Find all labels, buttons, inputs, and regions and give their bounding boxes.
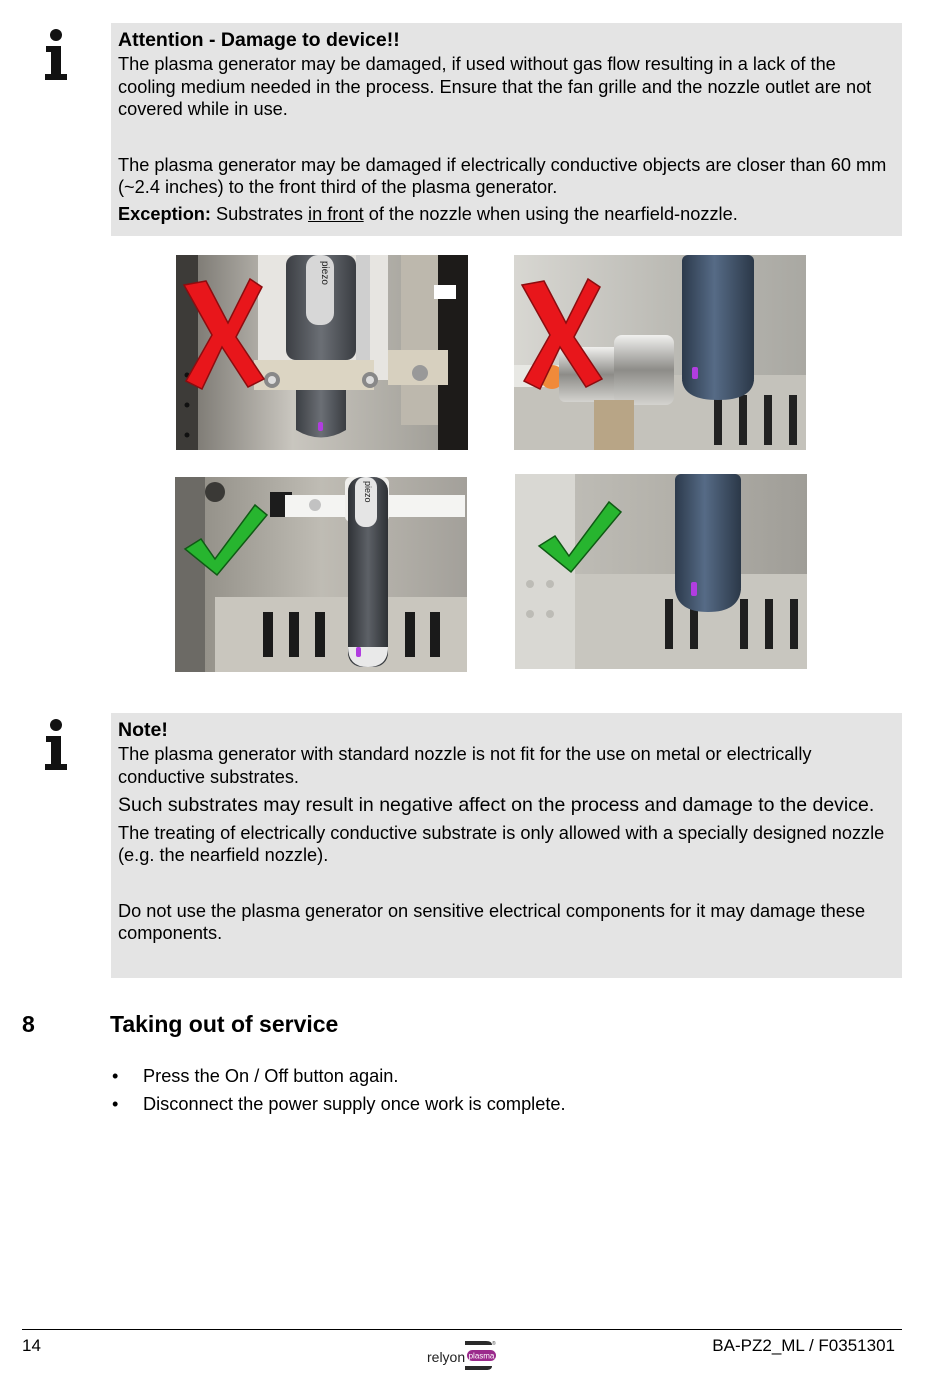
exception-text-pre: Substrates xyxy=(210,203,309,224)
list-item: • Disconnect the power supply once work is complete. xyxy=(112,1093,566,1114)
footer-divider xyxy=(22,1329,902,1330)
photo-wrong-metal-holder xyxy=(176,255,468,450)
section-title: Taking out of service xyxy=(110,1011,339,1037)
note-title: Note! xyxy=(118,719,168,741)
note-paragraph-1: The plasma generator with standard nozzle is not fit for the use on metal or electrically conductive substrates. xyxy=(118,744,812,787)
note-paragraph-4: Do not use the plasma generator on sensitive electrical components for it may damage these components. xyxy=(118,900,866,943)
info-icon xyxy=(36,717,76,777)
attention-paragraph-2: The plasma generator may be damaged if electrically conductive objects are closer than 60 mm (~2.4 inches) to the front third of the plasma generator. xyxy=(118,154,887,197)
photo-wrong-metal-fitting xyxy=(514,255,806,450)
note-paragraph-3: The treating of electrically conductive substrate is only allowed with a specially designed nozzle (e.g. the nearfield nozzle). xyxy=(118,822,885,865)
bracket-device-label: piezo xyxy=(363,481,373,503)
note-paragraph-2: Such substrates may result in negative affect on the process and damage to the device. xyxy=(118,794,875,816)
exception-underlined: in front xyxy=(308,203,364,224)
info-icon xyxy=(36,27,76,87)
attention-box xyxy=(111,23,902,236)
document-code: BA-PZ2_ML / F0351301 xyxy=(712,1336,895,1355)
photo-correct-distance xyxy=(515,474,807,669)
logo-badge: plasma xyxy=(468,1351,495,1361)
relyon-plasma-logo xyxy=(426,1337,501,1373)
attention-title: Attention - Damage to device!! xyxy=(118,29,400,51)
logo-text: relyon xyxy=(427,1349,466,1365)
exception-label: Exception: xyxy=(118,203,211,224)
svg-text:®: ® xyxy=(492,1341,496,1347)
page-number: 14 xyxy=(22,1336,41,1355)
bullet-list xyxy=(110,1063,566,1118)
note-box xyxy=(111,713,902,978)
exception-line xyxy=(118,203,895,226)
photo-correct-plastic-bracket xyxy=(175,477,467,672)
section-number: 8 xyxy=(22,1011,35,1037)
attention-paragraph-1: The plasma generator may be damaged, if used without gas flow resulting in a lack of the cooling medium needed in the process. Ensure that the fan grille and the nozzle outlet are not covered while in use. xyxy=(118,54,872,119)
exception-text-post: of the nozzle when using the nearfield-nozzle. xyxy=(363,203,738,224)
list-item: • Press the On / Off button again. xyxy=(112,1066,399,1086)
device-label: piezo xyxy=(319,261,330,285)
